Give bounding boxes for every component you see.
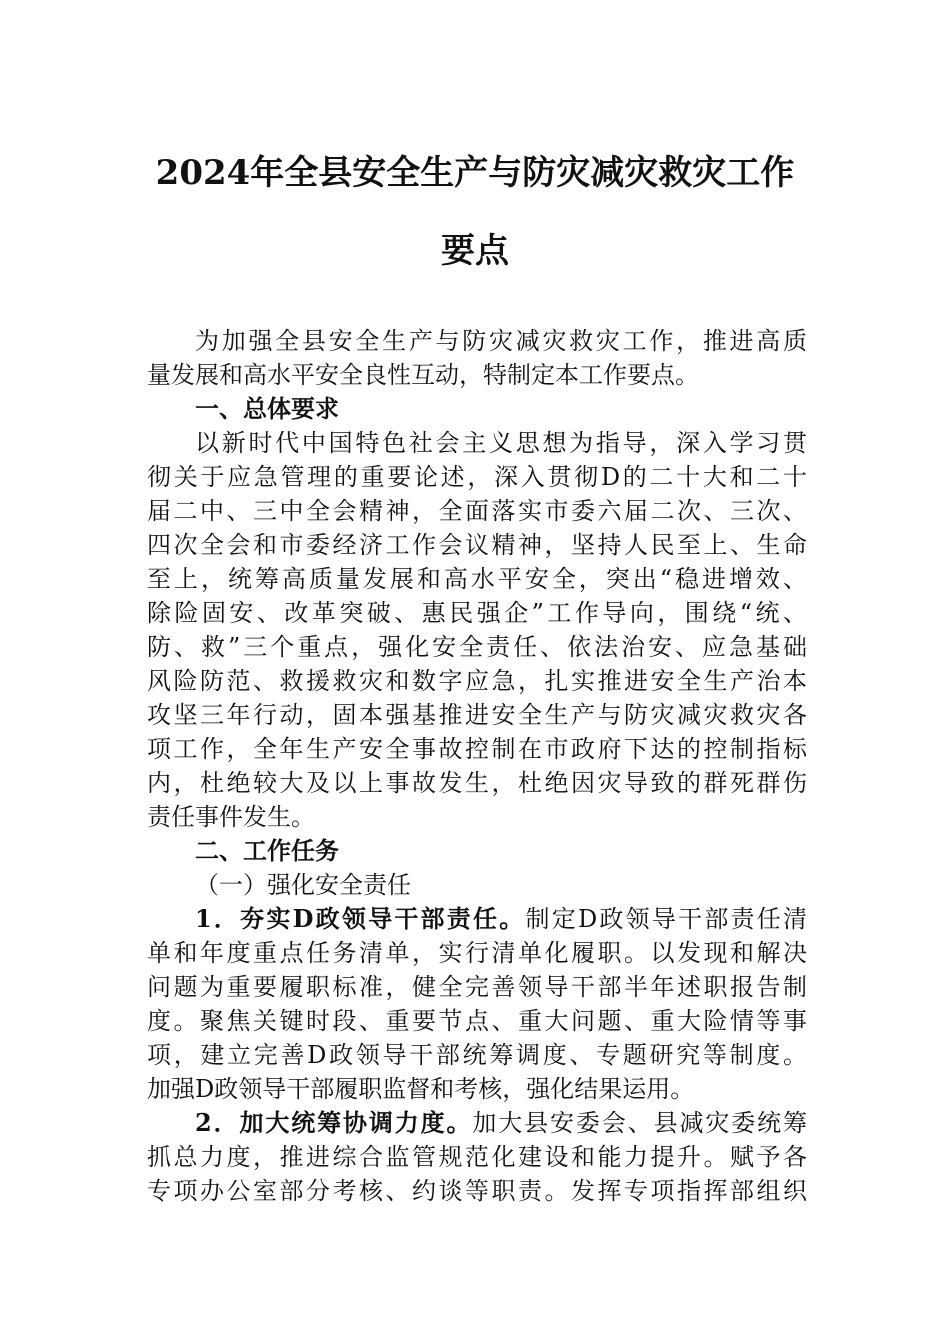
task-1-first-line bbox=[147, 902, 807, 936]
task-2-first-line bbox=[147, 1106, 807, 1140]
task-1-line: 加强D政领导干部履职监督和考核，强化结果运用。 bbox=[147, 1075, 695, 1103]
general-requirements-line: 风险防范、救援救灾和数字应急，扎实推进安全生产治本 bbox=[147, 667, 807, 695]
subsection-heading-safety-responsibility: （一）强化安全责任 bbox=[195, 871, 411, 899]
general-requirements-line: 攻坚三年行动，固本强基推进安全生产与防灾减灾救灾各 bbox=[147, 701, 807, 729]
task-2-text: 加大县安委会、县减灾委统筹 bbox=[472, 1109, 807, 1137]
general-requirements-line: 内，杜绝较大及以上事故发生，杜绝因灾导致的群死群伤 bbox=[147, 769, 807, 797]
general-requirements-line: 彻关于应急管理的重要论述，深入贯彻D的二十大和二十 bbox=[147, 463, 807, 491]
intro-paragraph-line: 为加强全县安全生产与防灾减灾救灾工作，推进高质 bbox=[195, 327, 807, 355]
general-requirements-line: 防、救”三个重点，强化安全责任、依法治安、应急基础 bbox=[147, 633, 807, 661]
task-1-line: 单和年度重点任务清单，实行清单化履职。以发现和解决 bbox=[147, 939, 807, 967]
document-body bbox=[147, 324, 807, 1208]
task-1-line: 项，建立完善D政领导干部统筹调度、专题研究等制度。 bbox=[147, 1041, 807, 1069]
section-heading-work-tasks: 二、工作任务 bbox=[195, 836, 339, 865]
general-requirements-line: 届二中、三中全会精神，全面落实市委六届二次、三次、 bbox=[147, 497, 807, 525]
general-requirements-line: 以新时代中国特色社会主义思想为指导，深入学习贯 bbox=[195, 429, 807, 457]
task-2-heading: 2．加大统筹协调力度。 bbox=[195, 1108, 473, 1137]
task-1-heading: 1．夯实D政领导干部责任。 bbox=[195, 904, 526, 933]
document-title-line-1: 2024年全县安全生产与防灾减灾救灾工作 bbox=[155, 153, 795, 193]
task-2-line: 专项办公室部分考核、约谈等职责。发挥专项指挥部组织 bbox=[147, 1177, 807, 1205]
general-requirements-line: 项工作，全年生产安全事故控制在市政府下达的控制指标 bbox=[147, 735, 807, 763]
general-requirements-line: 四次全会和市委经济工作会议精神，坚持人民至上、生命 bbox=[147, 531, 807, 559]
intro-paragraph-line: 量发展和高水平安全良性互动，特制定本工作要点。 bbox=[147, 361, 699, 389]
general-requirements-line: 责任事件发生。 bbox=[147, 803, 315, 831]
general-requirements-line: 除险固安、改革突破、惠民强企”工作导向，围绕“统、 bbox=[147, 599, 807, 627]
task-2-line: 抓总力度，推进综合监管规范化建设和能力提升。赋予各 bbox=[147, 1143, 807, 1171]
task-1-line: 问题为重要履职标准，健全完善领导干部半年述职报告制 bbox=[147, 973, 807, 1001]
task-1-line: 度。聚焦关键时段、重要节点、重大问题、重大险情等事 bbox=[147, 1007, 807, 1035]
task-1-text: 制定D政领导干部责任清 bbox=[525, 905, 808, 933]
document-title-line-2: 要点 bbox=[441, 231, 509, 271]
section-heading-general-requirements: 一、总体要求 bbox=[195, 394, 339, 423]
general-requirements-line: 至上，统筹高质量发展和高水平安全，突出“稳进增效、 bbox=[147, 565, 807, 593]
